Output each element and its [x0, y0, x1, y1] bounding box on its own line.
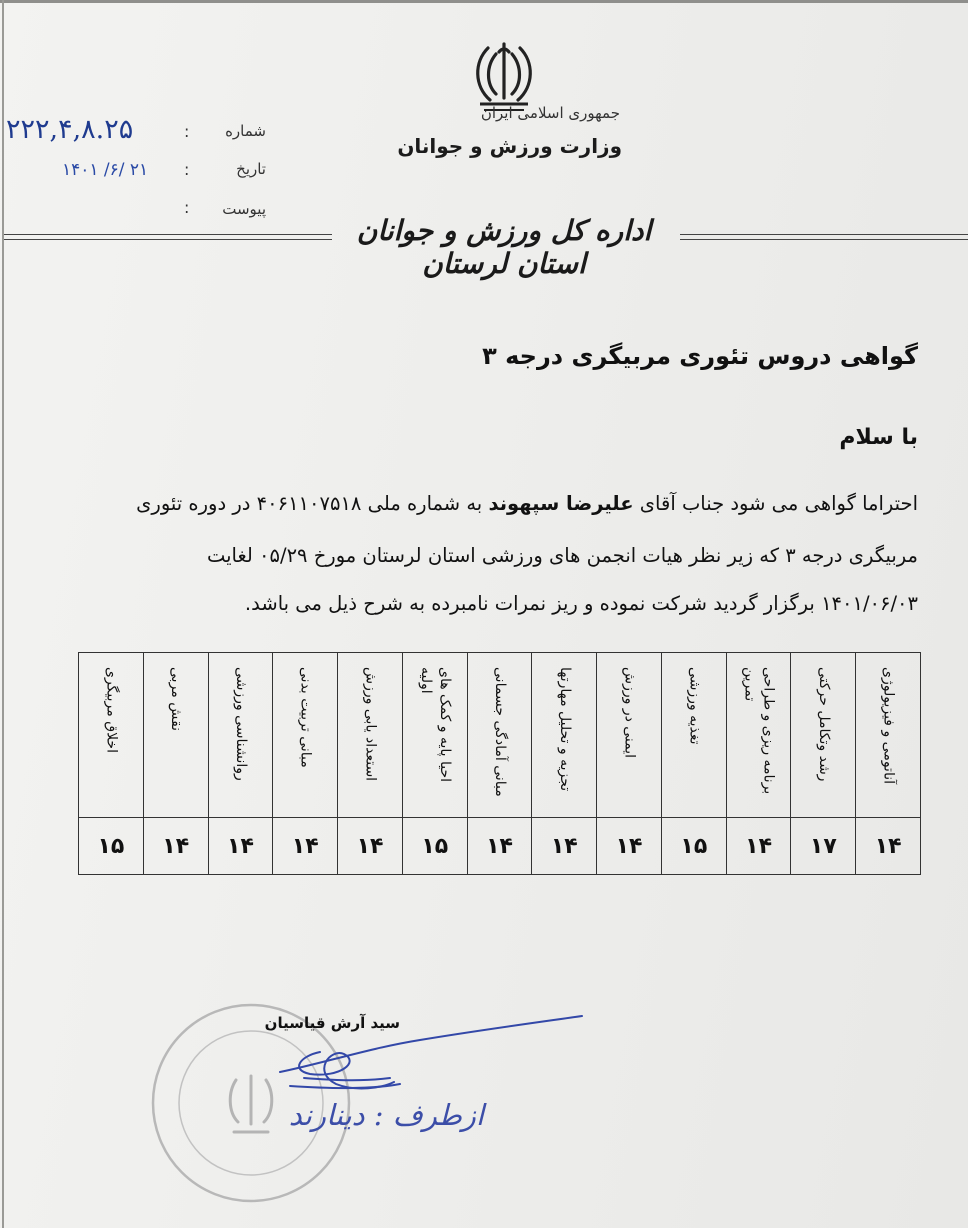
- subject-cell: [726, 653, 791, 818]
- attachment-colon: :: [184, 198, 190, 217]
- subject-cell: [597, 653, 662, 818]
- subject-cell: [467, 653, 532, 818]
- score-cell: ۱۴: [143, 818, 208, 875]
- person-name: علیرضا سپهوند: [488, 492, 634, 515]
- attachment-label: پیوست: [222, 200, 266, 218]
- paragraph-line-1-end: به شماره ملی ۴۰۶۱۱۰۷۵۱۸ در دوره تئوری: [136, 492, 483, 515]
- date-label: تاریخ: [236, 160, 266, 178]
- score-cell: ۱۵: [79, 818, 144, 875]
- subject-cell: [208, 653, 273, 818]
- government-heading: جمهوری اسلامی ایران: [480, 104, 620, 122]
- subject-cell: [338, 653, 403, 818]
- subject-cell: [661, 653, 726, 818]
- subject-cell: [402, 653, 467, 818]
- number-label: شماره: [225, 122, 266, 140]
- subject-cell: [79, 653, 144, 818]
- score-cell: ۱۴: [338, 818, 403, 875]
- scores-row: [79, 818, 921, 875]
- subject-cell: [273, 653, 338, 818]
- paragraph-line-1-start: احتراما گواهی می شود جناب آقای: [639, 492, 918, 515]
- subject-label: مبانی تربیت بدنی: [297, 667, 314, 768]
- number-colon: :: [184, 122, 190, 141]
- paragraph-line-2: مربیگری درجه ۳ که زیر نظر هیات انجمن های ورزشی استان لرستان مورخ ۰۵/۲۹ لغایت: [206, 544, 918, 567]
- certificate-title: گواهی دروس تئوری مربیگری درجه ۳: [482, 342, 918, 370]
- signer-name: سید آرش قیاسیان: [264, 1014, 400, 1032]
- paragraph-line-3: ۱۴۰۱/۰۶/۰۳ برگزار گردید شرکت نموده و ریز نمرات نامبرده به شرح ذیل می باشد.: [244, 592, 918, 615]
- subject-label: تغذیه ورزشی: [686, 667, 703, 745]
- office-banner: اداره کل ورزش و جوانان استان لرستان: [356, 214, 652, 280]
- page-left-edge: [2, 0, 4, 1228]
- letter-date: ۱۴۰۱ /۶/ ۲۱: [62, 160, 149, 180]
- score-cell: ۱۷: [791, 818, 856, 875]
- page-top-edge: [0, 0, 968, 3]
- subject-label: آناتومی و فیزیولوژی: [880, 667, 897, 784]
- subject-label: استعداد یابی ورزش: [362, 667, 379, 782]
- score-cell: ۱۴: [532, 818, 597, 875]
- greeting: با سلام: [839, 425, 918, 450]
- subject-cell: [791, 653, 856, 818]
- banner-rule-right: [680, 234, 968, 240]
- ministry-heading: وزارت ورزش و جوانان: [397, 134, 622, 158]
- subject-label: مبانی آمادگی جسمانی: [492, 667, 509, 797]
- subject-label: روانشناسی ورزشی: [232, 667, 249, 781]
- score-cell: ۱۴: [208, 818, 273, 875]
- subject-label: ایمنی در ورزش: [621, 667, 638, 759]
- subject-cell: [532, 653, 597, 818]
- banner-rule-left: [4, 234, 332, 240]
- on-behalf-signature: ازطرف : دینارند: [288, 1098, 484, 1132]
- score-cell: ۱۵: [402, 818, 467, 875]
- subject-cell: [143, 653, 208, 818]
- score-cell: ۱۴: [597, 818, 662, 875]
- score-cell: ۱۵: [661, 818, 726, 875]
- subject-label: تجزیه و تحلیل مهارتها: [556, 667, 573, 792]
- score-cell: ۱۴: [467, 818, 532, 875]
- paragraph-line-1: [136, 492, 918, 515]
- score-cell: ۱۴: [726, 818, 791, 875]
- score-cell: ۱۴: [273, 818, 338, 875]
- grades-table: [78, 652, 921, 875]
- subject-label: احیا پایه و کمک های اولیه: [417, 667, 453, 783]
- date-colon: :: [184, 160, 190, 179]
- subject-label: رشد وتکامل حرکتی: [815, 667, 832, 782]
- subjects-row: [79, 653, 921, 818]
- subject-label: برنامه ریزی و طراحی تمرین: [741, 667, 777, 795]
- subject-label: نقش مربی: [168, 667, 185, 732]
- subject-cell: [856, 653, 921, 818]
- score-cell: ۱۴: [856, 818, 921, 875]
- letter-number: ۲۲۲,۴,۸.۲۵: [6, 114, 134, 145]
- iran-emblem-icon: [466, 38, 542, 114]
- subject-label: اخلاق مربیگری: [103, 667, 120, 753]
